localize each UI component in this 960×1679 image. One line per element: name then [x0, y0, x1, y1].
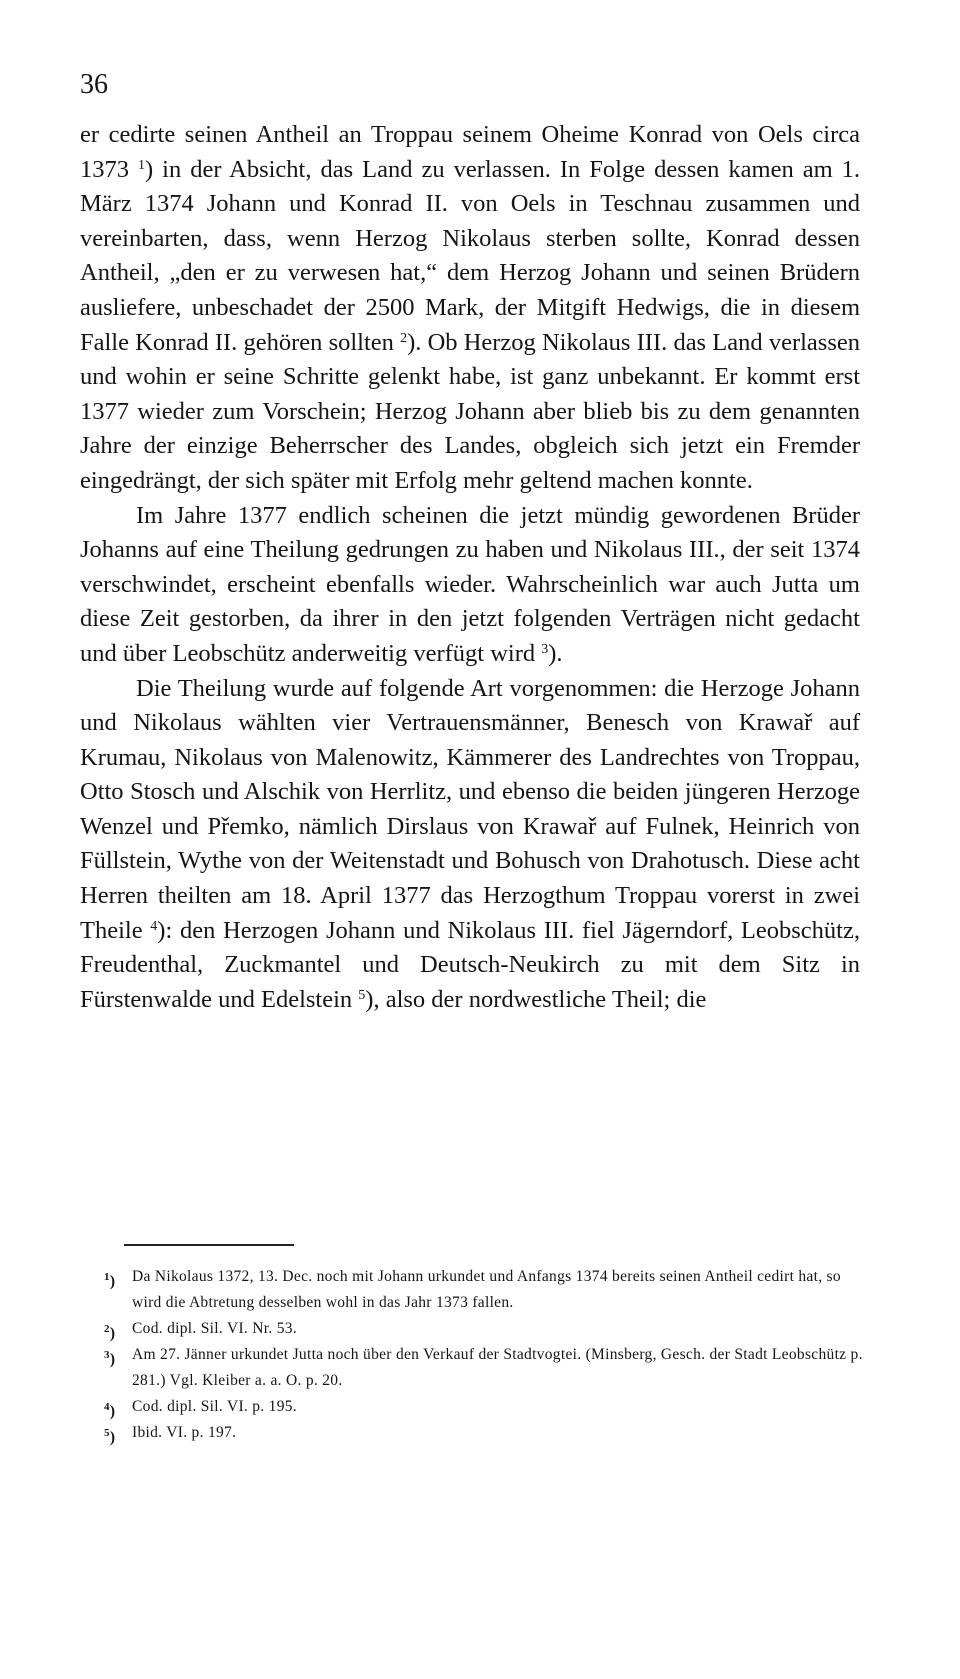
footnote-ref: 1: [138, 157, 145, 173]
footnote: [104, 1264, 864, 1316]
footnote: [104, 1316, 864, 1342]
footnote-ref: 2: [400, 330, 408, 346]
text-run: Im Jahre 1377 endlich scheinen die jetzt mündig gewordenen Brüder Johanns auf eine Theilung gedrungen zu haben und Nikolaus III., der seit 1374 verschwindet, erscheint ebenfalls wieder. Wahrscheinlich war auch Jutta um diese Zeit gestorben, da ihrer in den jetzt folgenden Verträgen nicht gedacht und über Leobschütz anderweitig verfügt wird: [80, 501, 860, 667]
footnote-text: Ibid. VI. p. 197.: [132, 1424, 237, 1441]
footnote: [104, 1342, 864, 1394]
main-text: [80, 118, 860, 1017]
paragraph: [80, 672, 860, 1018]
text-run: Die Theilung wurde auf folgende Art vorgenommen: die Herzoge Johann und Nikolaus wählten vier Vertrauensmänner, Benesch von Krawař auf Krumau, Nikolaus von Malenowitz, Kämmerer des Landrechtes von Troppau, Otto Stosch und Alschik von Herrlitz, und ebenso die beiden jüngeren Herzoge Wenzel und Přemko, nämlich Dirslaus von Krawař auf Fulnek, Heinrich von Füllstein, Wythe von der Weitenstadt und Bohusch von Drahotusch. Diese acht Herren theilten am 18. April 1377 das Herzogthum Troppau vorerst in zwei Theile: [80, 674, 860, 944]
footnote-mark: $^1$): [104, 1271, 116, 1291]
text-run: ), also der nordwestliche Theil; die: [365, 985, 707, 1013]
text-run: er cedirte seinen Antheil an Troppau seinem Oheime Konrad von Oels circa 1373: [80, 121, 860, 183]
footnote-ref: 3: [541, 641, 549, 657]
footnote-text: Am 27. Jänner urkundet Jutta noch über den Verkauf der Stadtvogtei. (Minsberg, Gesch. der Stadt Leobschütz p. 281.) Vgl. Kleiber a. a. O. p. 20.: [132, 1346, 863, 1389]
text-run: ) in der Absicht, das Land zu verlassen. In Folge dessen kamen am 1. März 1374 Johann und Konrad II. von Oels in Teschnau zusammen und vereinbarten, dass, wenn Herzog Nikolaus sterben sollte, Konrad dessen Antheil, „den er zu verwesen hat,“ dem Herzog Johann und seinen Brüdern ausliefere, unbeschadet der 2500 Mark, der Mitgift Hedwigs, die in diesem Falle Konrad II. gehören sollten: [80, 155, 860, 356]
footnote-mark: $^3$): [104, 1349, 116, 1369]
text-run: ).: [548, 639, 563, 667]
footnotes: [104, 1264, 864, 1446]
page-number: 36: [80, 69, 108, 100]
paragraph: [80, 118, 860, 499]
footnote: [104, 1394, 864, 1420]
footnote-divider: [124, 1244, 294, 1246]
footnote-text: Cod. dipl. Sil. VI. p. 195.: [132, 1398, 297, 1415]
footnote-text: Da Nikolaus 1372, 13. Dec. noch mit Johann urkundet und Anfangs 1374 bereits seinen Antheil cedirt hat, so wird die Abtretung desselben wohl in das Jahr 1373 fallen.: [132, 1268, 841, 1311]
text-run: ). Ob Herzog Nikolaus III. das Land verlassen und wohin er seine Schritte gelenkt habe, ist ganz unbekannt. Er kommt erst 1377 wieder zum Vorschein; Herzog Johann aber blieb bis zu dem genannten Jahre der einzige Beherrscher des Landes, obgleich sich jetzt ein Fremder eingedrängt, der sich später mit Erfolg mehr geltend machen konnte.: [80, 328, 860, 494]
footnote-mark: $^2$): [104, 1323, 116, 1343]
footnote-mark: $^4$): [104, 1401, 116, 1421]
footnote: [104, 1420, 864, 1446]
footnote-ref: 5: [358, 987, 366, 1003]
footnote-text: Cod. dipl. Sil. VI. Nr. 53.: [132, 1320, 297, 1337]
footnote-mark: $^5$): [104, 1427, 116, 1447]
text-run: ): den Herzogen Johann und Nikolaus III. fiel Jägerndorf, Leobschütz, Freudenthal, Zuckmantel und Deutsch-Neukirch zu mit dem Sitz in Fürstenwalde und Edelstein: [80, 916, 860, 1013]
paragraph: [80, 499, 860, 672]
footnote-ref: 4: [150, 918, 158, 934]
